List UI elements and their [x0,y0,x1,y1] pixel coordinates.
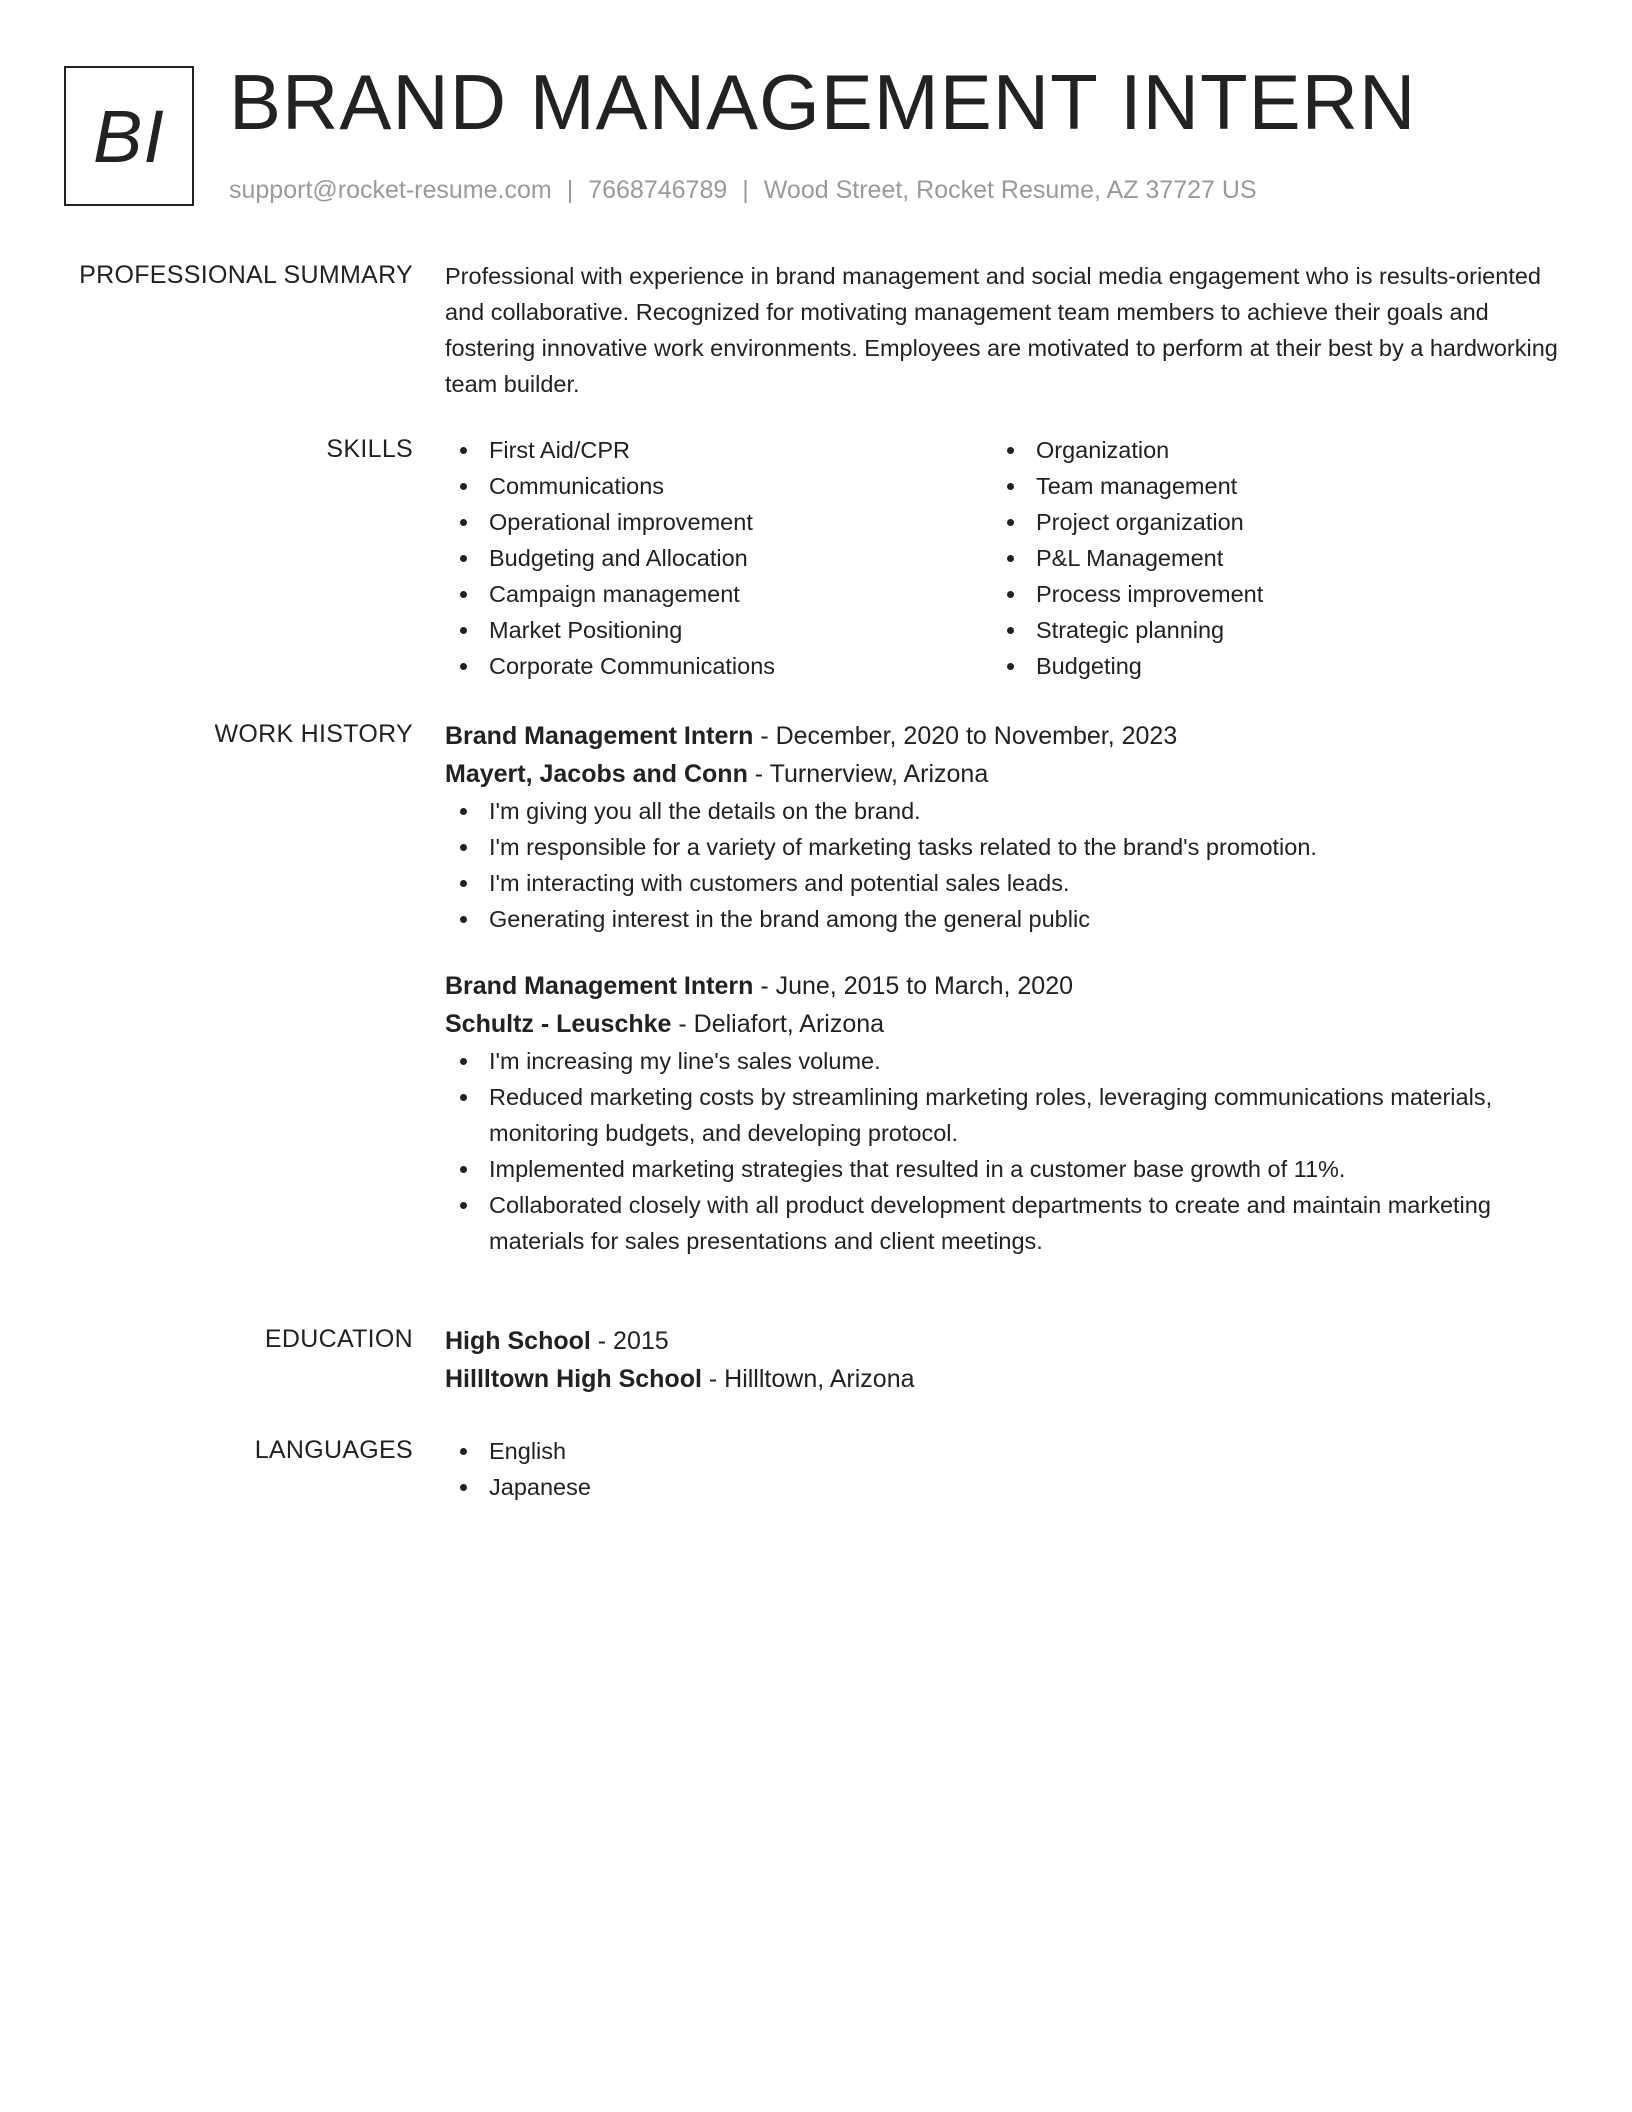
contact-separator: | [566,176,574,204]
languages-heading: LANGUAGES [254,1436,413,1464]
summary-heading: PROFESSIONAL SUMMARY [79,261,413,289]
skill-item: Communications [445,468,992,504]
languages-list [445,1433,1560,1505]
job-location: - Turnerview, Arizona [747,760,989,788]
job-company: Schultz - Leuschke [445,1010,672,1038]
job-duties [445,1043,1560,1259]
skills-body [445,432,1560,684]
job-title: Brand Management Intern [445,722,754,750]
job-company-line [445,1005,1560,1043]
job-dates: - June, 2015 to March, 2020 [753,972,1074,1000]
job-entry [445,967,1560,1259]
job-title: Brand Management Intern [445,972,754,1000]
job-duty: I'm responsible for a variety of marketing tasks related to the brand's promotion. [445,829,1560,865]
languages-body [445,1433,1560,1505]
skills-list-left [445,432,992,684]
contact-address: Wood Street, Rocket Resume, AZ 37727 US [763,176,1257,204]
language-item: English [445,1433,1560,1469]
skill-item: Corporate Communications [445,648,992,684]
education-school: Hillltown High School [445,1365,702,1393]
job-duty: I'm interacting with customers and potential sales leads. [445,865,1560,901]
job-duty: Generating interest in the brand among the general public [445,901,1560,937]
contact-phone[interactable]: 7668746789 [588,176,728,204]
contact-separator: | [742,176,749,204]
education-degree: High School [445,1327,591,1355]
job-title-line [445,717,1560,755]
skill-item: Organization [992,432,1539,468]
job-company: Mayert, Jacobs and Conn [445,760,748,788]
job-entry [445,717,1560,937]
summary-body [445,258,1560,402]
education-degree-line [445,1322,1560,1360]
job-duty: Collaborated closely with all product development departments to create and maintain marketing materials for sales presentations and client meetings. [445,1187,1560,1259]
education-body [445,1322,1560,1398]
job-title-line [445,967,1560,1005]
job-duty: Reduced marketing costs by streamlining marketing roles, leveraging communications materials, monitoring budgets, and developing protocol. [445,1079,1560,1151]
education-heading: EDUCATION [264,1325,413,1353]
work-history-body [445,717,1560,1259]
skill-item: Budgeting [992,648,1539,684]
skill-item: Market Positioning [445,612,992,648]
job-company-line [445,755,1560,793]
education-school-line [445,1360,1560,1398]
skill-item: Team management [992,468,1539,504]
skill-item: Project organization [992,504,1539,540]
skill-item: Operational improvement [445,504,992,540]
job-duty: Implemented marketing strategies that resulted in a customer base growth of 11%. [445,1151,1560,1187]
job-duty: I'm giving you all the details on the brand. [445,793,1560,829]
education-year: - 2015 [590,1327,669,1355]
summary-text: Professional with experience in brand management and social media engagement who is results-oriented and collaborative. Recognized for motivating management team members to achieve their goals and fostering innovative work environments. Employees are motivated to perform at their best by a hardworking team builder. [445,263,1558,397]
skill-item: Strategic planning [992,612,1539,648]
work-history-heading: WORK HISTORY [214,720,413,748]
skill-item: Campaign management [445,576,992,612]
skills-heading: SKILLS [326,435,413,463]
skill-item: Process improvement [992,576,1539,612]
monogram-logo: BI [64,66,194,206]
job-location: - Deliafort, Arizona [671,1010,885,1038]
skills-columns [445,432,1560,684]
job-duties [445,793,1560,937]
page-title: BRAND MANAGEMENT INTERN [229,58,1417,146]
contact-line [229,173,1257,207]
skill-item: Budgeting and Allocation [445,540,992,576]
education-location: - Hillltown, Arizona [701,1365,915,1393]
skill-item: P&L Management [992,540,1539,576]
language-item: Japanese [445,1469,1560,1505]
job-dates: - December, 2020 to November, 2023 [753,722,1178,750]
contact-email[interactable]: support@rocket-resume.com [229,176,552,204]
skills-list-right [992,432,1539,684]
skill-item: First Aid/CPR [445,432,992,468]
job-duty: I'm increasing my line's sales volume. [445,1043,1560,1079]
